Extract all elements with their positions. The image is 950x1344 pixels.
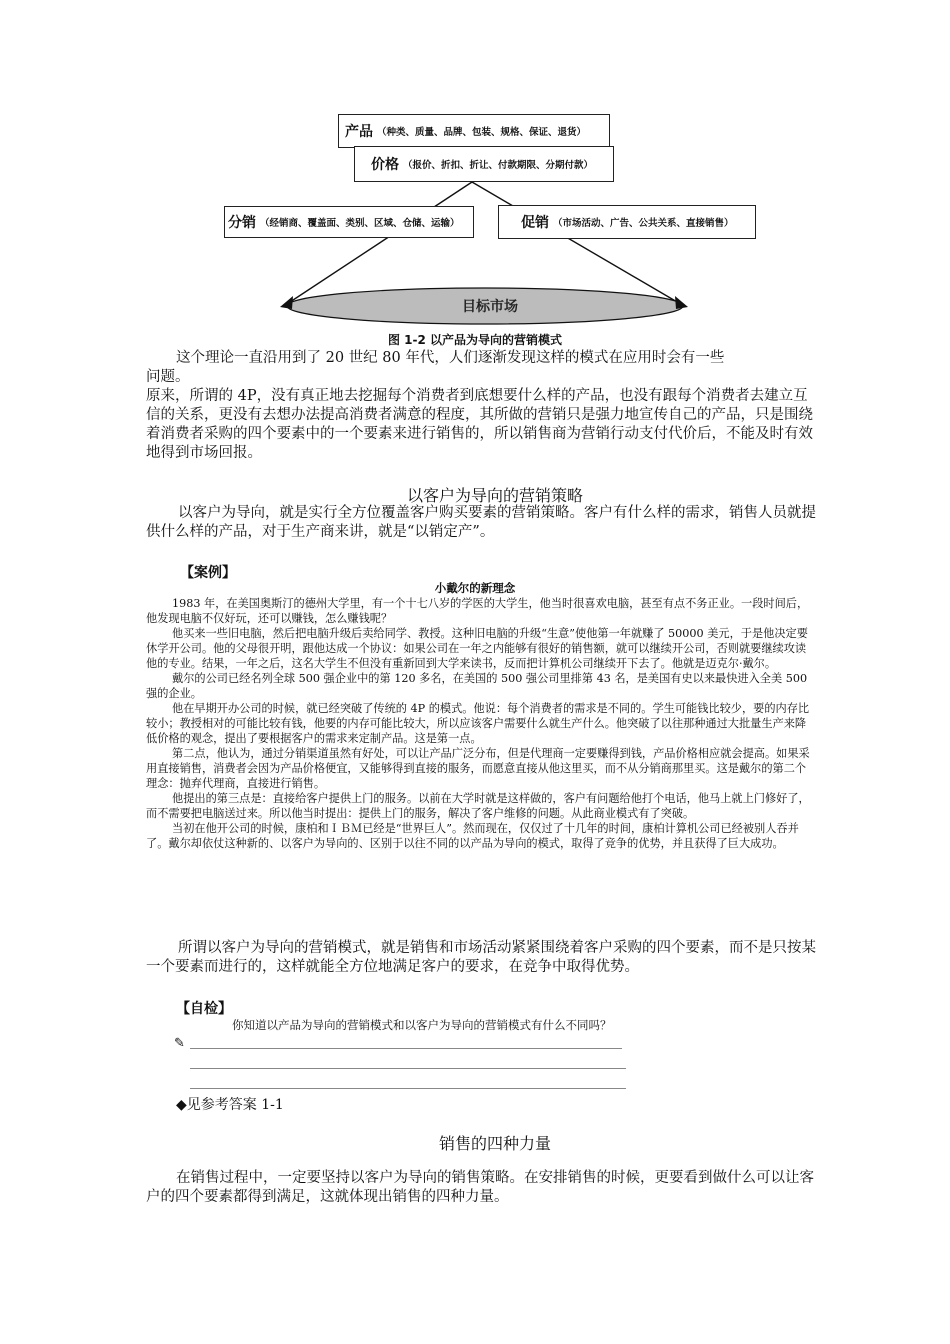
paragraph-3: 以客户为导向，就是实行全方位覆盖客户购买要素的营销策略。客户有什么样的需求，销售人员就提供什么样的产品，对于生产商来讲，就是“以销定产”。 xyxy=(146,505,816,540)
answer-line-1[interactable] xyxy=(190,1048,622,1049)
distribution-box xyxy=(224,206,474,238)
distribution-detail: （经销商、覆盖面、类别、区域、仓储、运输） xyxy=(260,218,460,229)
heading-four-forces: 销售的四种力量 xyxy=(438,1134,551,1153)
paragraph-2: 原来，所谓的 4P，没有真正地去挖掘每个消费者到底想要什么样的产品，也没有跟每个消费者去建立互信的关系，更没有去想办法提高消费者满意的程度，其所做的营销只是强力地宣传自己的产品，只是围绕着消费者采购的四个要素中的一个要素来进行销售的，所以销售商为营销行动支付代价后，不能及时有效地得到市场回报。 xyxy=(146,388,813,461)
paragraph-1-line-1: 这个理论一直沿用到了 20 世纪 80 年代，人们逐渐发现这样的模式在应用时会有一些 xyxy=(176,350,725,366)
promotion-label: 促销 xyxy=(521,215,549,231)
left-arrowhead xyxy=(280,296,293,309)
case-label: 【案例】 xyxy=(180,565,236,581)
case-paragraph: 当初在他开公司的时候，康柏和ＩＢＭ已经是“世界巨人”。然而现在，仅仅过了十几年的时间，康柏计算机公司已经被别人吞并了。戴尔却依仗这种新的、以客户为导向的、区别于以往不同的以产品为导向的模式，取得了竞争的优势，并且获得了巨大成功。 xyxy=(146,822,799,850)
case-paragraph: 他买来一些旧电脑，然后把电脑升级后卖给同学、教授。这种旧电脑的升级“生意”使他第一年就赚了 50000 美元，于是他决定要休学开公司。他的父母很开明，跟他达成一个协议：如果公司在一年之内能够有很好的销售额，就可以继续开公司，否则就要继续攻读他的专业。结果，一年之后，这名大学生不但没有重新回到大学来读书，反而把计算机公司继续开下去了。他就是迈克尔·戴尔。 xyxy=(146,627,808,670)
right-arrowhead xyxy=(675,296,688,309)
distribution-label: 分销 xyxy=(228,215,256,231)
case-title: 小戴尔的新理念 xyxy=(434,581,516,595)
paragraph-5: 在销售过程中，一定要坚持以客户为导向的销售策略。在安排销售的时候，更要看到做什么可以让客户的四个要素都得到满足，这就体现出销售的四种力量。 xyxy=(146,1170,814,1205)
paragraph-1-line-2: 问题。 xyxy=(146,369,190,385)
selfcheck-question: 你知道以产品为导向的营销模式和以客户为导向的营销模式有什么不同吗？ xyxy=(232,1018,612,1032)
promotion-detail: （市场活动、广告、公共关系、直接销售） xyxy=(553,218,734,229)
reference-answer: ◆见参考答案 1-1 xyxy=(176,1097,284,1113)
case-paragraph: 第二点，他认为，通过分销渠道虽然有好处，可以让产品广泛分布，但是代理商一定要赚得到钱，产品价格相应就会提高。如果采用直接销售，消费者会因为产品价格便宜，又能够得到直接的服务，而愿意直接从他这里买，而不从分销商那里买。这是戴尔的第二个理念：抛弃代理商，直接进行销售。 xyxy=(146,747,810,790)
paragraph-4: 所谓以客户为导向的营销模式，就是销售和市场活动紧紧围绕着客户采购的四个要素，而不是只按某一个要素而进行的，这样就能全方位地满足客户的要求，在竞争中取得优势。 xyxy=(146,940,816,975)
case-paragraph: 戴尔的公司已经名列全球 500 强企业中的第 120 多名，在美国的 500 强公司里排第 43 名，是美国有史以来最快进入全美 500 强的企业。 xyxy=(146,672,808,700)
answer-line-3[interactable] xyxy=(190,1088,626,1089)
case-paragraph: 他在早期开办公司的时候，就已经突破了传统的 4P 的模式。他说：每个消费者的需求是不同的。学生可能钱比较少，要的内存比较小；教授相对的可能比较有钱，他要的内存可能比较大，所以应该客户需要什么就生产什么。他突破了以往那种通过大批量生产来降低价格的观念，提出了要根据客户的需求来定制产品。这是第一点。 xyxy=(146,702,810,745)
promotion-box xyxy=(498,205,756,239)
price-label: 价格 xyxy=(371,157,399,173)
product-box xyxy=(338,114,610,148)
figure-caption: 图 1-2 以产品为导向的营销模式 xyxy=(387,333,563,347)
price-detail: （报价、折扣、折让、付款期限、分期付款） xyxy=(403,160,594,171)
heading-customer-oriented: 以客户为导向的营销策略 xyxy=(406,486,583,505)
case-body xyxy=(146,596,814,851)
product-label: 产品 xyxy=(345,124,373,140)
selfcheck-label: 【自检】 xyxy=(176,1001,232,1017)
price-box xyxy=(354,146,614,182)
answer-line-2[interactable] xyxy=(190,1068,626,1069)
product-detail: （种类、质量、品牌、包装、规格、保证、退货） xyxy=(377,127,587,138)
target-market-label: 目标市场 xyxy=(462,299,518,315)
case-paragraph: 1983 年，在美国奥斯汀的德州大学里，有一个十七八岁的学医的大学生，他当时很喜欢电脑，甚至有点不务正业。一段时间后，他发现电脑不仅好玩，还可以赚钱，怎么赚钱呢？ xyxy=(146,597,809,625)
pencil-icon: ✎ xyxy=(174,1036,185,1051)
right-funnel-line xyxy=(472,182,684,306)
left-funnel-line xyxy=(284,182,472,306)
case-paragraph: 他提出的第三点是：直接给客户提供上门的服务。以前在大学时就是这样做的，客户有问题给他打个电话，他马上就上门修好了，而不需要把电脑送过来。所以他当时提出：提供上门的服务，解决了客户维修的问题。从此商业模式有了突破。 xyxy=(146,792,810,820)
